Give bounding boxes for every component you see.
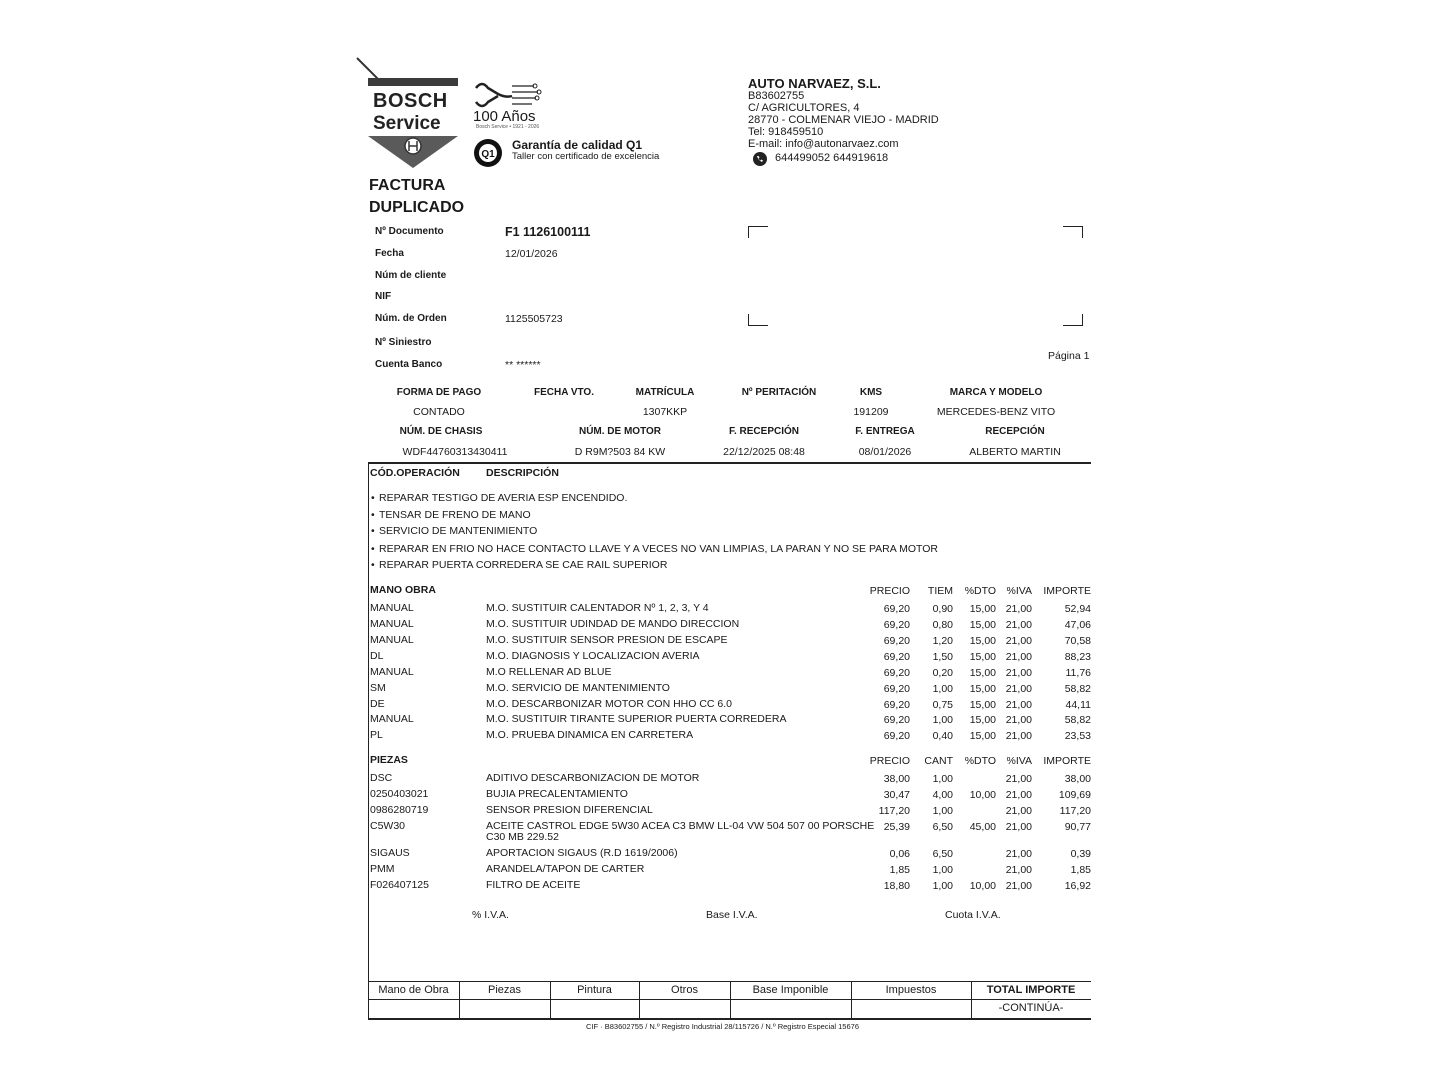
vehicle-value: D R9M?503 84 KW [574, 446, 666, 458]
parts-row-imp: 0,39 [1070, 848, 1091, 860]
totals-header: Mano de Obra [378, 984, 449, 996]
parts-row-description: ADITIVO DESCARBONIZACION DE MOTOR [486, 772, 700, 784]
parts-column-header: %DTO [964, 755, 996, 767]
totals-header: Piezas [487, 984, 522, 996]
labor-row-imp: 44,11 [1065, 699, 1091, 711]
vehicle-header: FORMA DE PAGO [396, 387, 482, 398]
labor-row-dto: 15,00 [969, 699, 996, 711]
parts-row-code: PMM [370, 863, 395, 875]
q1-badge-icon [472, 138, 504, 168]
labor-row-precio: 69,20 [883, 683, 910, 695]
labor-column-header: %DTO [964, 585, 996, 597]
labor-row-precio: 69,20 [883, 699, 910, 711]
doc-field-label: Fecha [375, 248, 404, 259]
labor-row-dto: 15,00 [969, 667, 996, 679]
vat-quota-label: Cuota I.V.A. [945, 909, 1001, 921]
vehicle-header: NÚM. DE CHASIS [399, 426, 483, 437]
labor-row-imp: 70,58 [1064, 635, 1091, 647]
labor-row-q: 0,90 [932, 603, 953, 615]
parts-row-description-cont: C30 MB 229.52 [486, 831, 559, 843]
operation-bullet: • [371, 492, 375, 504]
parts-row-description: SENSOR PRESION DIFERENCIAL [486, 804, 653, 816]
labor-row-description: M.O. SUSTITUIR SENSOR PRESION DE ESCAPE [486, 634, 728, 646]
parts-row-description: BUJIA PRECALENTAMIENTO [486, 788, 628, 800]
labor-row-code: MANUAL [370, 602, 414, 614]
parts-row-precio: 38,00 [883, 773, 910, 785]
labor-row-precio: 69,20 [883, 635, 910, 647]
vehicle-header: MATRÍCULA [635, 387, 695, 398]
labor-row-q: 0,75 [932, 699, 953, 711]
labor-row-imp: 58,82 [1064, 683, 1091, 695]
divider-operations [368, 462, 1091, 464]
parts-row-code: 0986280719 [370, 804, 429, 816]
doc-field-label: Núm. de Orden [375, 313, 447, 324]
parts-row-imp: 1,85 [1070, 864, 1091, 876]
totals-header: Base Imponible [752, 984, 829, 996]
wrench-circuit-icon [472, 80, 542, 110]
labor-row-iva: 21,00 [1005, 699, 1032, 711]
parts-row-q: 1,00 [932, 805, 953, 817]
doc-field-label: NIF [375, 291, 392, 302]
doc-field-value: F1 1126100111 [505, 225, 591, 239]
parts-row-iva: 21,00 [1005, 848, 1032, 860]
parts-column-header: %IVA [1006, 755, 1032, 767]
labor-row-imp: 52,94 [1064, 603, 1091, 615]
parts-row-q: 6,50 [932, 848, 953, 860]
vehicle-value: 22/12/2025 08:48 [723, 446, 805, 458]
parts-row-iva: 21,00 [1005, 789, 1032, 801]
parts-row-code: SIGAUS [370, 847, 410, 859]
address-bracket-bottom-left [748, 314, 768, 326]
labor-row-imp: 47,06 [1064, 619, 1091, 631]
parts-row-imp: 38,00 [1064, 773, 1091, 785]
company-cif: B83602755 [748, 90, 805, 102]
quality-subtitle: Taller con certificado de excelencia [512, 151, 660, 162]
parts-row-q: 1,00 [932, 880, 953, 892]
bosch-logo-bar [368, 78, 458, 86]
doc-field-value: 12/01/2026 [505, 248, 558, 260]
labor-row-dto: 15,00 [969, 730, 996, 742]
labor-row-code: MANUAL [370, 713, 414, 725]
labor-row-q: 1,20 [932, 635, 953, 647]
parts-row-precio: 1,85 [889, 864, 910, 876]
parts-row-iva: 21,00 [1005, 773, 1032, 785]
doc-field-value: 1125505723 [505, 313, 563, 325]
anniversary-text: 100 Años [473, 108, 536, 125]
parts-row-iva: 21,00 [1005, 864, 1032, 876]
quality-title: Garantía de calidad Q1 [512, 138, 643, 152]
parts-row-code: C5W30 [370, 820, 406, 832]
parts-row-dto: 10,00 [969, 880, 996, 892]
vehicle-header: F. ENTREGA [855, 426, 915, 437]
parts-row-imp: 16,92 [1064, 880, 1091, 892]
parts-row-dto: 45,00 [969, 821, 996, 833]
parts-row-q: 6,50 [932, 821, 953, 833]
table-left-border [368, 462, 369, 1018]
labor-row-description: M.O. SERVICIO DE MANTENIMIENTO [486, 682, 670, 694]
labor-row-dto: 15,00 [969, 603, 996, 615]
company-city: 28770 - COLMENAR VIEJO - MADRID [748, 114, 939, 126]
vehicle-value: 1307KKP [642, 406, 688, 418]
parts-row-imp: 117,20 [1059, 805, 1091, 817]
page-number: Página 1 [1048, 350, 1090, 362]
labor-row-imp: 11,76 [1065, 667, 1091, 679]
parts-column-header: PRECIO [869, 755, 910, 767]
address-bracket-bottom-right [1063, 314, 1083, 326]
doc-field-label: Cuenta Banco [375, 359, 443, 370]
parts-row-precio: 18,80 [883, 880, 910, 892]
totals-bottom-line [368, 1018, 1091, 1020]
operation-description-header: DESCRIPCIÓN [486, 467, 559, 479]
labor-row-description: M.O. SUSTITUIR TIRANTE SUPERIOR PUERTA CORREDERA [486, 713, 787, 725]
labor-row-code: MANUAL [370, 618, 414, 630]
labor-row-precio: 69,20 [883, 730, 910, 742]
labor-row-description: M.O. DIAGNOSIS Y LOCALIZACION AVERIA [486, 650, 700, 662]
doc-field-value: ** ****** [505, 359, 541, 371]
labor-row-code: SM [370, 682, 386, 694]
operation-item: REPARAR EN FRIO NO HACE CONTACTO LLAVE Y A VECES NO VAN LIMPIAS, LA PARAN Y NO SE PARA MOTOR [379, 543, 938, 555]
labor-row-iva: 21,00 [1005, 714, 1032, 726]
company-phone: Tel: 918459510 [748, 126, 824, 138]
vehicle-header: FECHA VTO. [533, 387, 594, 398]
company-email: E-mail: info@autonarvaez.com [748, 138, 899, 150]
vehicle-value: CONTADO [413, 406, 465, 418]
whatsapp-icon [752, 151, 768, 167]
labor-row-q: 0,40 [932, 730, 953, 742]
vehicle-value: WDF44760313430411 [402, 446, 508, 458]
parts-row-precio: 25,39 [883, 821, 910, 833]
operation-item: TENSAR DE FRENO DE MANO [379, 509, 531, 521]
labor-row-description: M.O RELLENAR AD BLUE [486, 666, 612, 678]
labor-row-iva: 21,00 [1005, 635, 1032, 647]
parts-row-description: FILTRO DE ACEITE [486, 879, 581, 891]
doc-field-label: Nº Documento [375, 226, 444, 237]
parts-row-q: 4,00 [932, 789, 953, 801]
labor-column-header: TIEM [927, 585, 953, 597]
labor-row-q: 1,50 [932, 651, 953, 663]
labor-row-q: 1,00 [932, 714, 953, 726]
labor-row-imp: 58,82 [1064, 714, 1091, 726]
labor-row-description: M.O. SUSTITUIR CALENTADOR Nº 1, 2, 3, Y 4 [486, 602, 709, 614]
parts-row-description: ARANDELA/TAPON DE CARTER [486, 863, 645, 875]
labor-row-dto: 15,00 [969, 635, 996, 647]
labor-row-q: 0,80 [932, 619, 953, 631]
vehicle-header: MARCA Y MODELO [949, 387, 1043, 398]
labor-row-code: PL [370, 729, 383, 741]
operation-item: REPARAR TESTIGO DE AVERIA ESP ENCENDIDO. [379, 492, 628, 504]
vehicle-header: RECEPCIÓN [985, 426, 1045, 437]
vat-percent-label: % I.V.A. [472, 909, 509, 921]
totals-header: Impuestos [885, 984, 937, 996]
doc-field-label: Nº Siniestro [375, 337, 432, 348]
labor-row-dto: 15,00 [969, 714, 996, 726]
parts-row-precio: 0,06 [889, 848, 910, 860]
vehicle-value: 191209 [853, 406, 889, 418]
parts-row-dto: 10,00 [969, 789, 996, 801]
parts-row-description: APORTACION SIGAUS (R.D 1619/2006) [486, 847, 678, 859]
registry-footer: CIF · B83602755 / N.º Registro Industrial 28/115726 / N.º Registro Especial 15676 [586, 1022, 859, 1031]
parts-row-code: F026407125 [370, 879, 429, 891]
totals-header: Otros [671, 984, 698, 996]
parts-row-q: 1,00 [932, 864, 953, 876]
address-bracket-top-right [1063, 226, 1083, 238]
company-name: AUTO NARVAEZ, S.L. [748, 76, 881, 91]
bosch-logo-text: BOSCH [373, 90, 448, 112]
labor-row-dto: 15,00 [969, 683, 996, 695]
labor-row-code: DL [370, 650, 384, 662]
labor-row-iva: 21,00 [1005, 603, 1032, 615]
vehicle-value: 08/01/2026 [858, 446, 912, 458]
labor-row-precio: 69,20 [883, 603, 910, 615]
parts-row-imp: 90,77 [1064, 821, 1091, 833]
labor-row-dto: 15,00 [969, 619, 996, 631]
totals-header: TOTAL IMPORTE [986, 984, 1076, 996]
document-type: FACTURA [369, 177, 446, 194]
address-bracket-top-left [748, 226, 768, 238]
bosch-service-text: Service [373, 113, 441, 134]
vehicle-header: KMS [859, 387, 883, 398]
labor-row-code: DE [370, 698, 385, 710]
labor-row-precio: 69,20 [883, 619, 910, 631]
labor-row-q: 1,00 [932, 683, 953, 695]
labor-row-code: MANUAL [370, 634, 414, 646]
labor-row-iva: 21,00 [1005, 619, 1032, 631]
vehicle-header: NÚM. DE MOTOR [578, 426, 662, 437]
vehicle-header: F. RECEPCIÓN [728, 426, 799, 437]
labor-row-iva: 21,00 [1005, 651, 1032, 663]
parts-section-title: PIEZAS [370, 754, 408, 766]
parts-row-code: 0250403021 [370, 788, 429, 800]
labor-column-header: IMPORTE [1043, 585, 1091, 597]
labor-row-code: MANUAL [370, 666, 414, 678]
document-duplicate-label: DUPLICADO [369, 199, 465, 216]
operation-bullet: • [371, 559, 375, 571]
vehicle-header: Nº PERITACIÓN [741, 387, 817, 398]
labor-row-precio: 69,20 [883, 651, 910, 663]
parts-column-header: CANT [924, 755, 953, 767]
operation-code-header: CÓD.OPERACIÓN [370, 467, 460, 479]
labor-row-iva: 21,00 [1005, 730, 1032, 742]
operation-bullet: • [371, 509, 375, 521]
parts-row-code: DSC [370, 772, 393, 784]
labor-row-description: M.O. SUSTITUIR UDINDAD DE MANDO DIRECCION [486, 618, 740, 630]
bosch-armature-icon [368, 136, 458, 168]
parts-column-header: IMPORTE [1043, 755, 1091, 767]
labor-row-imp: 88,23 [1064, 651, 1091, 663]
labor-row-imp: 23,53 [1064, 730, 1091, 742]
labor-row-precio: 69,20 [883, 714, 910, 726]
labor-row-description: M.O. PRUEBA DINAMICA EN CARRETERA [486, 729, 694, 741]
company-whatsapp: 644499052 644919618 [775, 152, 889, 164]
operation-bullet: • [371, 525, 375, 537]
vat-base-label: Base I.V.A. [706, 909, 758, 921]
parts-row-iva: 21,00 [1005, 805, 1032, 817]
totals-header: Pintura [577, 984, 612, 996]
parts-row-description: ACEITE CASTROL EDGE 5W30 ACEA C3 BMW LL-04 VW 504 507 00 PORSCHE [486, 820, 875, 832]
parts-row-imp: 109,69 [1058, 789, 1091, 801]
operation-bullet: • [371, 543, 375, 555]
labor-column-header: PRECIO [869, 585, 910, 597]
parts-row-precio: 117,20 [878, 805, 910, 817]
operation-item: REPARAR PUERTA CORREDERA SE CAE RAIL SUPERIOR [379, 559, 668, 571]
labor-row-q: 0,20 [932, 667, 953, 679]
labor-row-iva: 21,00 [1005, 667, 1032, 679]
parts-row-iva: 21,00 [1005, 880, 1032, 892]
parts-row-precio: 30,47 [883, 789, 910, 801]
labor-row-iva: 21,00 [1005, 683, 1032, 695]
labor-row-description: M.O. DESCARBONIZAR MOTOR CON HHO CC 6.0 [486, 698, 732, 710]
labor-column-header: %IVA [1006, 585, 1032, 597]
parts-row-iva: 21,00 [1005, 821, 1032, 833]
operation-item: SERVICIO DE MANTENIMIENTO [379, 525, 538, 537]
total-amount-value: -CONTINÚA- [998, 1002, 1064, 1014]
parts-row-q: 1,00 [932, 773, 953, 785]
labor-row-dto: 15,00 [969, 651, 996, 663]
labor-section-title: MANO OBRA [370, 584, 436, 596]
company-address: C/ AGRICULTORES, 4 [748, 102, 860, 114]
vehicle-value: MERCEDES-BENZ VITO [936, 406, 1056, 418]
anniversary-subtext: Bosch Service • 1921 - 2026 [476, 124, 540, 130]
labor-row-precio: 69,20 [883, 667, 910, 679]
doc-field-label: Núm de cliente [375, 270, 447, 281]
q1-badge-text: Q1 [481, 149, 495, 160]
vehicle-value: ALBERTO MARTIN [969, 446, 1061, 458]
